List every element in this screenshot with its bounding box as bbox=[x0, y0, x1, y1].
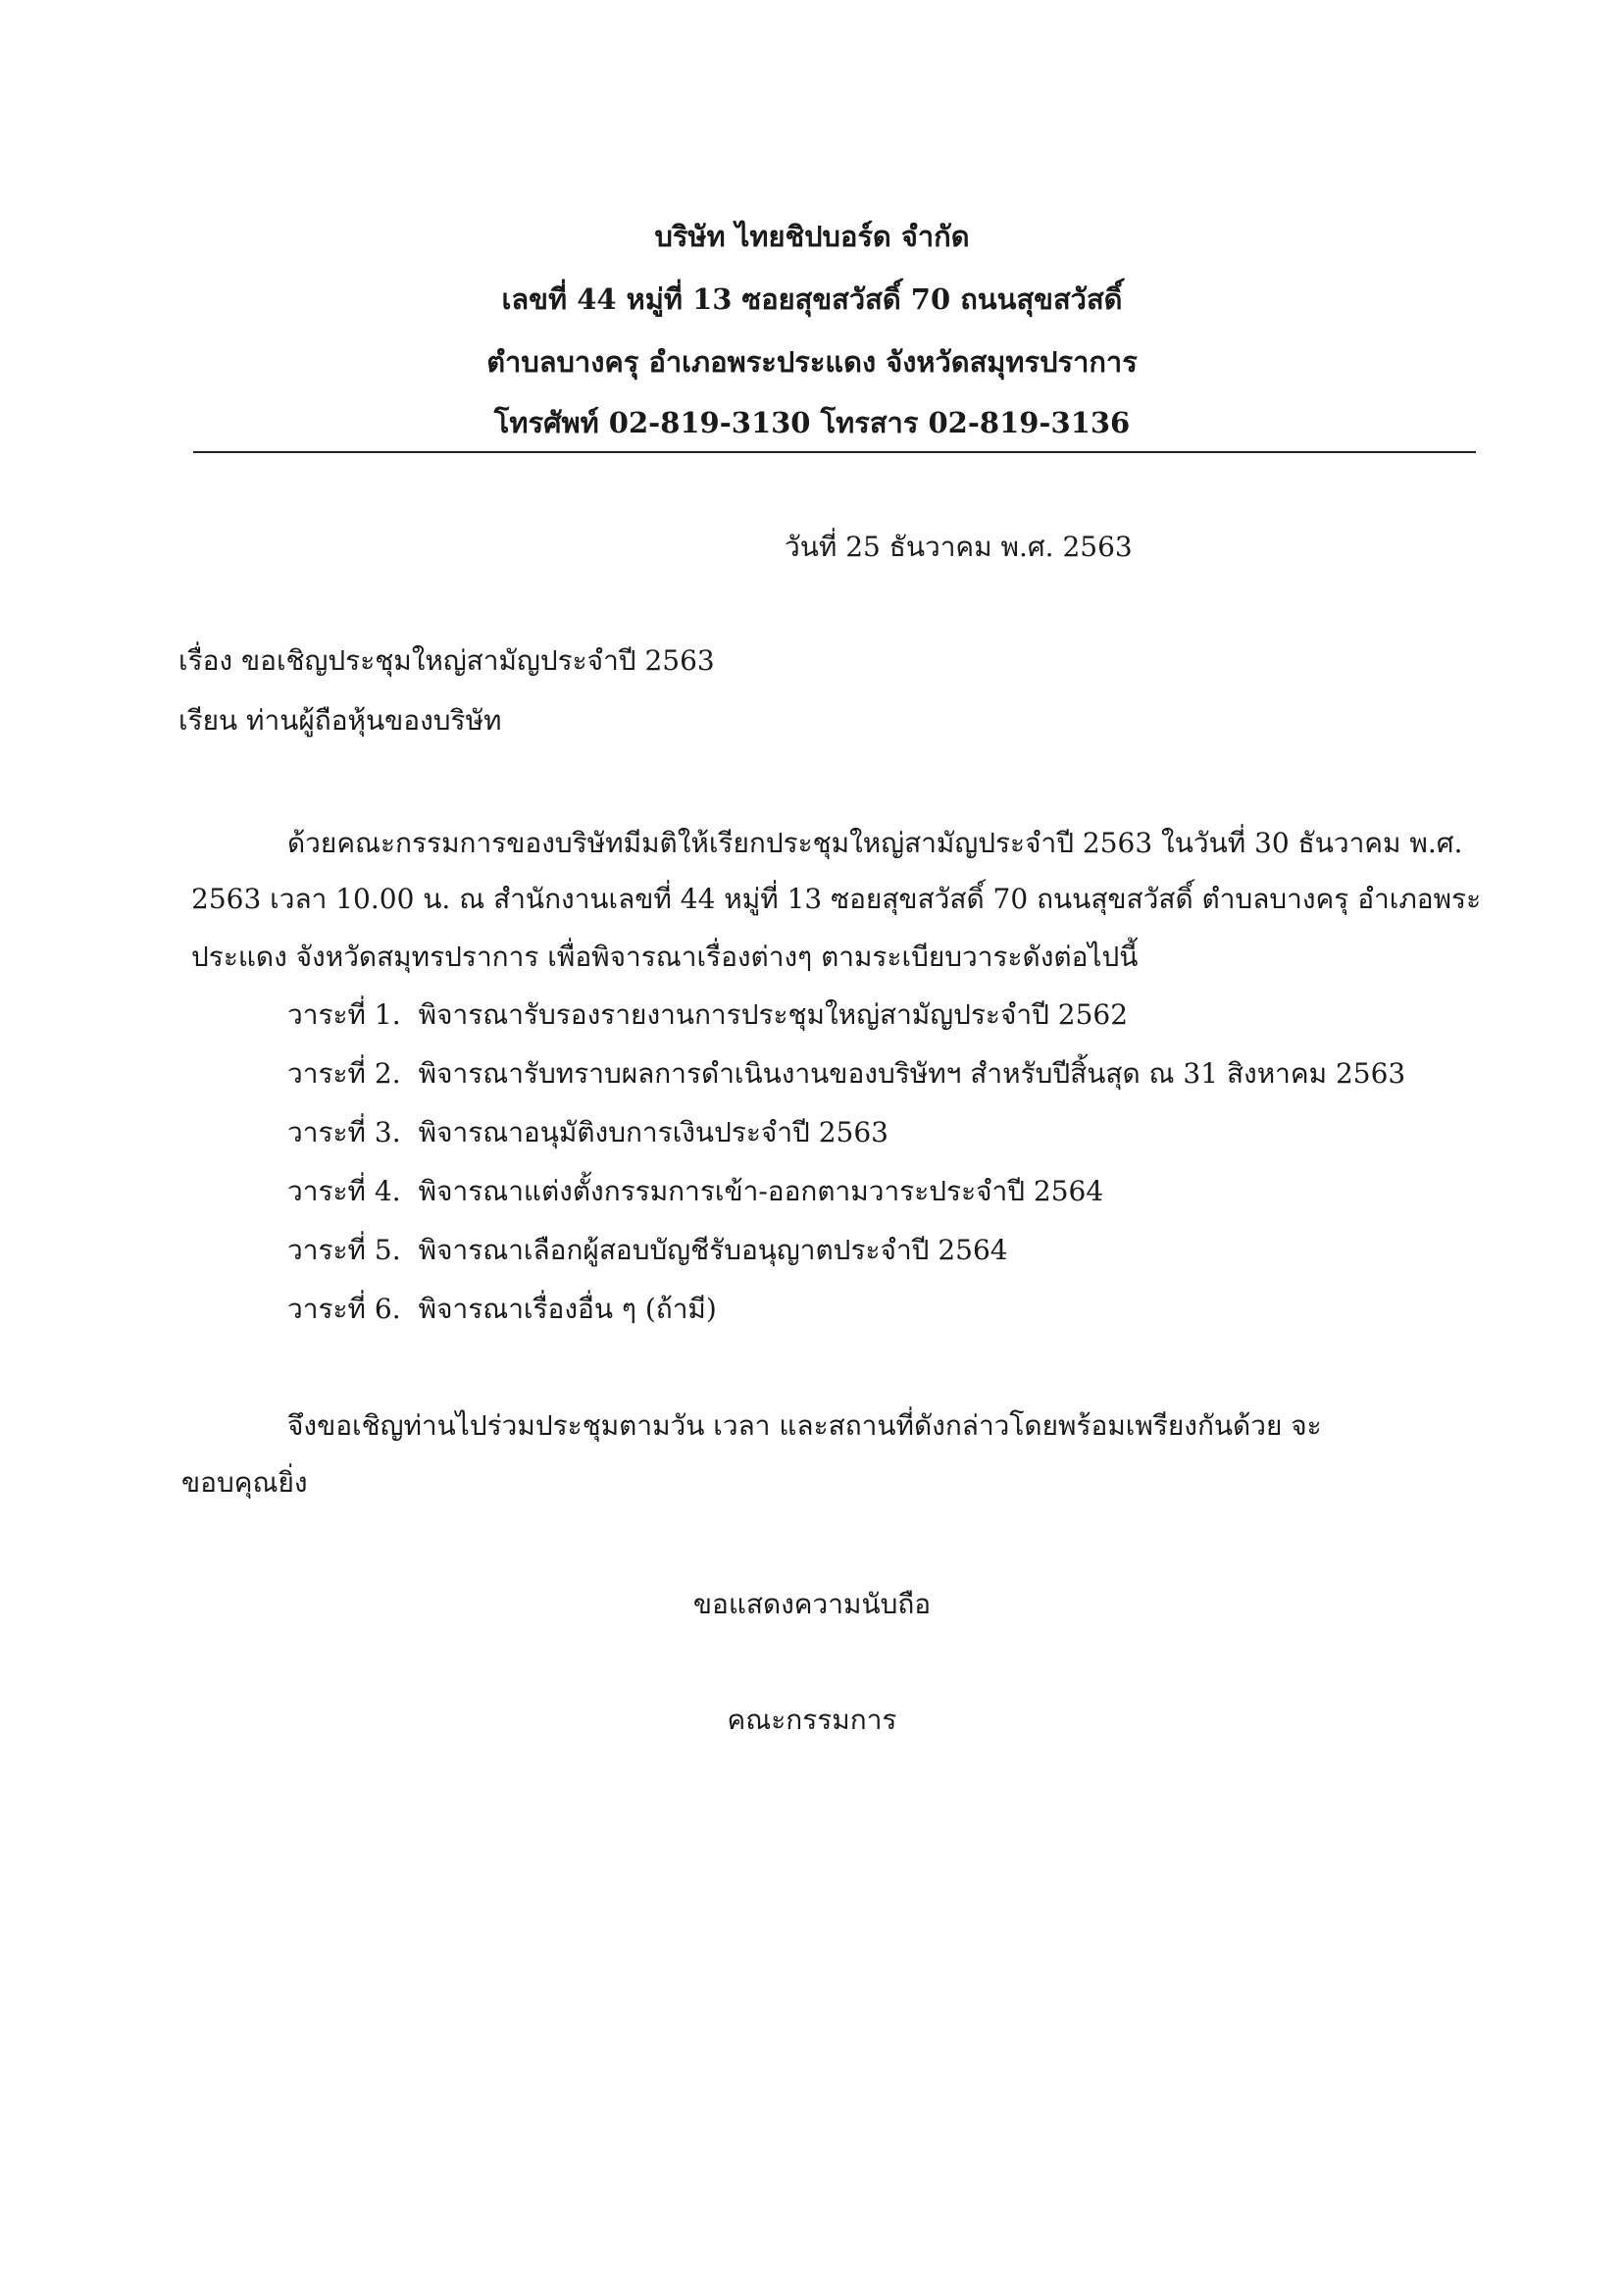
agenda-text: พิจารณาเรื่องอื่น ๆ (ถ้ามี) bbox=[418, 1293, 717, 1325]
agenda-number: วาระที่ 2. bbox=[287, 1057, 401, 1090]
letter-subject: เรื่อง ขอเชิญประชุมใหญ่สามัญประจำปี 2563 bbox=[178, 644, 715, 677]
letter-date: วันที่ 25 ธันวาคม พ.ศ. 2563 bbox=[785, 531, 1133, 563]
closing-line-2: ขอบคุณยิ่ง bbox=[181, 1466, 308, 1499]
agenda-text: พิจารณารับรองรายงานการประชุมใหญ่สามัญประจำปี 2562 bbox=[418, 998, 1129, 1031]
closing-line-1: จึงขอเชิญท่านไปร่วมประชุมตามวัน เวลา และสถานที่ดังกล่าวโดยพร้อมเพรียงกันด้วย จะ bbox=[287, 1409, 1322, 1442]
agenda-item bbox=[287, 994, 1128, 1037]
agenda-item bbox=[287, 1288, 717, 1331]
agenda-number: วาระที่ 4. bbox=[287, 1175, 401, 1207]
body-line-3: ประแดง จังหวัดสมุทรปราการ เพื่อพิจารณาเรื่องต่างๆ ตามระเบียบวาระดังต่อไปนี้ bbox=[191, 941, 1139, 973]
signature-text: คณะกรรมการ bbox=[727, 1704, 897, 1736]
company-contact-line: โทรศัพท์ 02-819-3130 โทรสาร 02-819-3136 bbox=[493, 406, 1131, 439]
agenda-number: วาระที่ 1. bbox=[287, 998, 401, 1031]
body-line-2: 2563 เวลา 10.00 น. ณ สำนักงานเลขที่ 44 หมู่ที่ 13 ซอยสุขสวัสดิ์ 70 ถนนสุขสวัสดิ์ ตำบลบางครุ อำเภอพระ bbox=[191, 883, 1482, 915]
company-name: บริษัท ไทยชิปบอร์ด จำกัด bbox=[654, 220, 970, 253]
agenda-text: พิจารณาอนุมัติงบการเงินประจำปี 2563 bbox=[418, 1116, 888, 1148]
agenda-number: วาระที่ 3. bbox=[287, 1116, 401, 1148]
regards-text: ขอแสดงความนับถือ bbox=[692, 1588, 932, 1620]
agenda-text: พิจารณารับทราบผลการดำเนินงานของบริษัทฯ สำหรับปีสิ้นสุด ณ 31 สิงหาคม 2563 bbox=[418, 1057, 1406, 1090]
agenda-item bbox=[287, 1170, 1103, 1213]
agenda-text: พิจารณาเลือกผู้สอบบัญชีรับอนุญาตประจำปี 2564 bbox=[418, 1234, 1008, 1266]
agenda-item bbox=[287, 1229, 1008, 1272]
agenda-number: วาระที่ 6. bbox=[287, 1293, 401, 1325]
agenda-number: วาระที่ 5. bbox=[287, 1234, 401, 1266]
letter-recipient: เรียน ท่านผู้ถือหุ้นของบริษัท bbox=[178, 704, 502, 737]
agenda-item bbox=[287, 1111, 888, 1154]
company-address-line1: เลขที่ 44 หมู่ที่ 13 ซอยสุขสวัสดิ์ 70 ถนนสุขสวัสดิ์ bbox=[501, 282, 1123, 316]
header-divider bbox=[193, 451, 1476, 453]
body-line-1: ด้วยคณะกรรมการของบริษัทมีมติให้เรียกประชุมใหญ่สามัญประจำปี 2563 ในวันที่ 30 ธันวาคม พ.ศ. bbox=[287, 827, 1463, 859]
agenda-item bbox=[287, 1052, 1405, 1096]
agenda-text: พิจารณาแต่งตั้งกรรมการเข้า-ออกตามวาระประจำปี 2564 bbox=[418, 1175, 1104, 1207]
company-address-line2: ตำบลบางครุ อำเภอพระประแดง จังหวัดสมุทรปราการ bbox=[486, 345, 1138, 379]
